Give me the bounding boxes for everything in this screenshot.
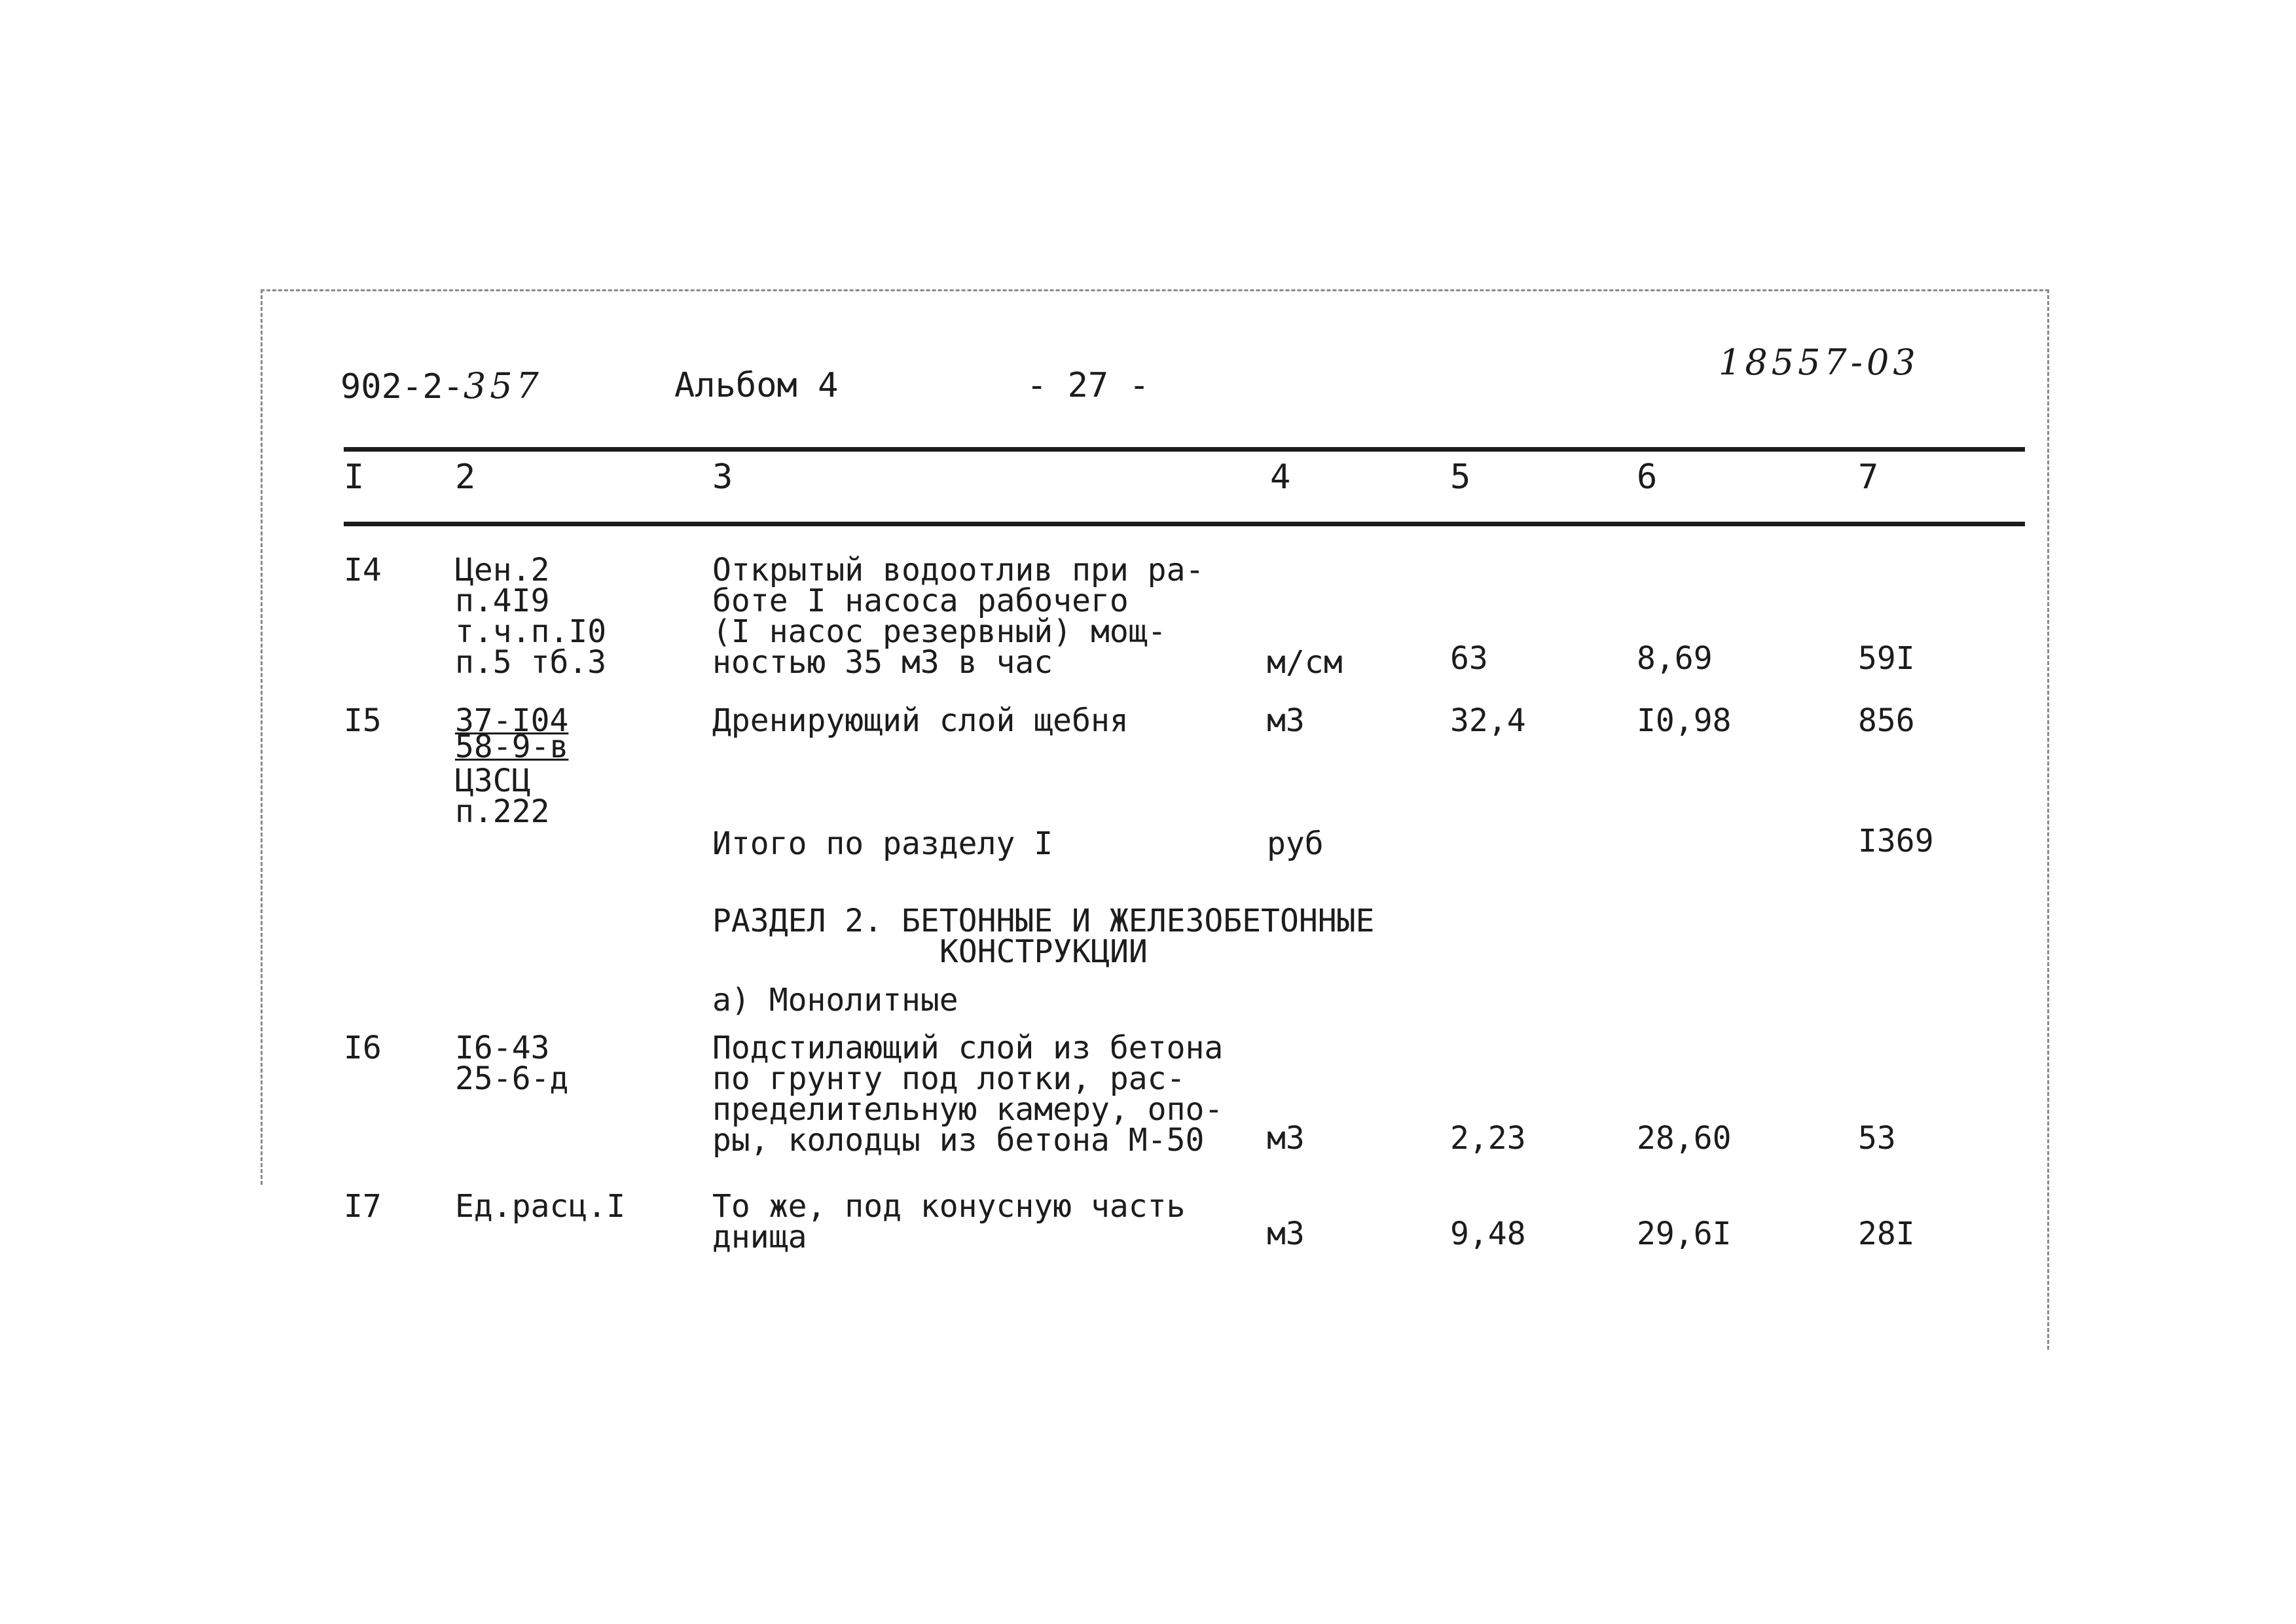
row-number: I4 <box>344 552 382 588</box>
row-ref-line: Цен.2 <box>455 552 550 588</box>
row-total: 28I <box>1858 1216 1915 1252</box>
row-qty: 32,4 <box>1450 702 1526 739</box>
row-qty: 9,48 <box>1450 1216 1526 1252</box>
page-number: - 27 - <box>1027 366 1150 405</box>
row-number: I7 <box>344 1188 382 1225</box>
row-number: I5 <box>344 702 382 739</box>
row-ref-line: п.5 тб.3 <box>455 644 607 681</box>
row-desc-line: пределительную камеру, опо- <box>712 1091 1224 1128</box>
row-desc-line: по грунту под лотки, рас- <box>712 1060 1186 1097</box>
row-desc-line: (I насос резервный) мощ- <box>712 613 1167 650</box>
row-desc-line: Подстилающий слой из бетона <box>712 1030 1224 1066</box>
col-header-3: 3 <box>712 458 733 497</box>
col-header-1: I <box>344 458 365 497</box>
row-price: 8,69 <box>1637 640 1713 677</box>
col-header-7: 7 <box>1858 458 1879 497</box>
frame-top-border <box>261 289 2049 291</box>
col-header-4: 4 <box>1270 458 1291 497</box>
row-total: 53 <box>1858 1120 1896 1157</box>
row-ref-line: 58-9-в <box>455 729 569 765</box>
frame-right-border <box>2047 289 2049 1350</box>
row-ref-line: п.4I9 <box>455 583 550 619</box>
subtotal-total: I369 <box>1858 823 1934 859</box>
row-desc-line: Дренирующий слой щебня <box>712 702 1129 739</box>
row-desc-line: ностью 35 м3 в час <box>712 644 1053 681</box>
row-total: 856 <box>1858 702 1915 739</box>
row-unit: м3 <box>1267 702 1305 739</box>
row-ref-line: 37-I04 <box>455 702 569 739</box>
row-price: 28,60 <box>1637 1120 1732 1157</box>
subtotal-label: Итого по разделу I <box>712 825 1053 862</box>
row-number: I6 <box>344 1030 382 1066</box>
row-price: 29,6I <box>1637 1216 1732 1252</box>
row-desc-line: То же, под конусную часть <box>712 1188 1186 1225</box>
row-total: 59I <box>1858 640 1915 677</box>
row-desc-line: ры, колодцы из бетона М-50 <box>712 1122 1205 1159</box>
doc-number: 902-2-357 <box>340 365 543 406</box>
row-ref-line: I6-43 <box>455 1030 550 1066</box>
row-ref-line: п.222 <box>455 793 550 830</box>
table-header-rule <box>344 522 2025 526</box>
album-label: Альбом 4 <box>674 366 839 405</box>
section-title: РАЗДЕЛ 2. БЕТОННЫЕ И ЖЕЛЕЗОБЕТОННЫЕ <box>712 903 1375 939</box>
row-desc-line: днища <box>712 1219 807 1255</box>
col-header-5: 5 <box>1450 458 1471 497</box>
row-ref-line: Ед.расц.I <box>455 1188 626 1225</box>
row-ref-line: т.ч.п.I0 <box>455 613 607 650</box>
row-ref-line: 25-6-д <box>455 1060 569 1097</box>
col-header-2: 2 <box>455 458 476 497</box>
row-unit: м/см <box>1267 644 1343 681</box>
subsection-title: а) Монолитные <box>712 982 958 1019</box>
row-qty: 2,23 <box>1450 1120 1526 1157</box>
row-qty: 63 <box>1450 640 1488 677</box>
row-desc-line: Открытый водоотлив при ра- <box>712 552 1205 588</box>
row-ref-line: ЦЗСЦ <box>455 763 531 799</box>
frame-left-border <box>261 289 263 1185</box>
row-unit: м3 <box>1267 1216 1305 1252</box>
section-title-cont: КОНСТРУКЦИИ <box>939 933 1148 970</box>
row-price: I0,98 <box>1637 702 1732 739</box>
table-top-rule <box>344 447 2025 452</box>
stamp-number: 18557-03 <box>1719 342 1920 383</box>
subtotal-unit: руб <box>1267 825 1324 862</box>
col-header-6: 6 <box>1637 458 1658 497</box>
row-unit: м3 <box>1267 1120 1305 1157</box>
row-desc-line: боте I насоса рабочего <box>712 583 1129 619</box>
